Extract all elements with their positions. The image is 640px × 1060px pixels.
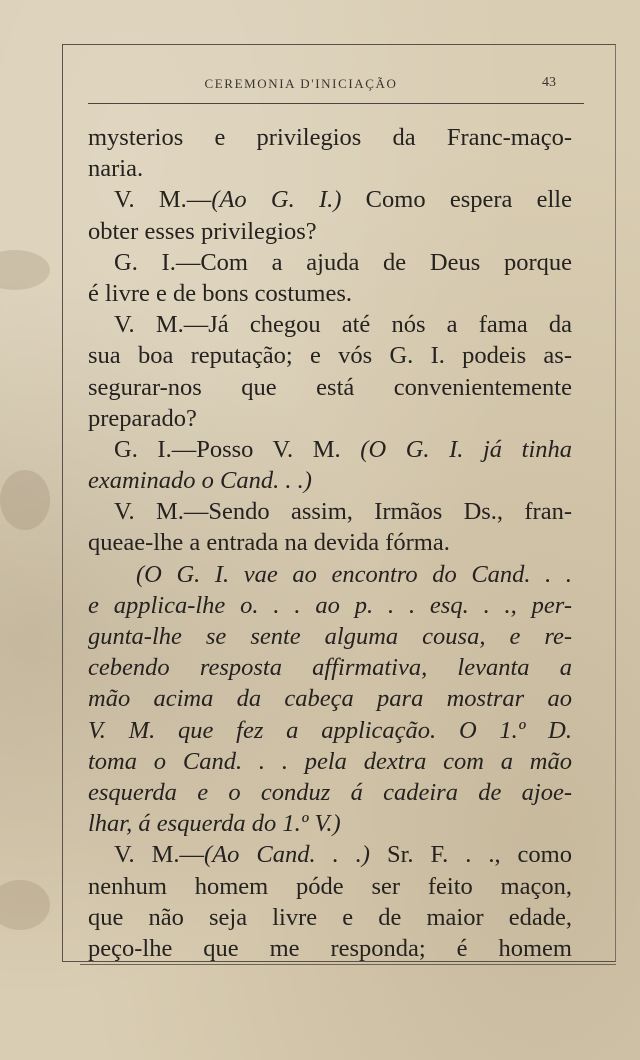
text-line: é livre e de bons costumes. (88, 279, 352, 307)
stage-direction: gunta-lhe se sente alguma cousa, e re- (88, 623, 572, 650)
text-line (88, 184, 572, 215)
text-line: naria. (88, 155, 144, 183)
text-run: V. M.— (114, 841, 205, 869)
text-line: segurar-nos que está convenientemente (88, 373, 572, 401)
stage-direction: esquerda e o conduz á cadeira de ajoe- (88, 778, 572, 806)
text-line: V. M.—Já chegou até nós a fama da (114, 311, 572, 339)
running-head (86, 72, 586, 96)
text-line: peço-lhe que me responda; é homem (88, 934, 572, 962)
paper-stain (0, 250, 50, 290)
text-line (88, 839, 572, 870)
text-line: obter esses privilegios? (88, 217, 317, 245)
text-run: G. I.—Posso V. M. (114, 435, 361, 463)
stage-direction: (O G. I. vae ao encontro do Cand. . . (136, 560, 572, 588)
text-line: nenhum homem póde ser feito maçon, (88, 872, 572, 900)
stage-direction: lhar, á esquerda do 1.º V.) (88, 810, 341, 838)
running-title: CEREMONIA D'INICIAÇÃO (204, 76, 398, 91)
stage-direction: (Ao Cand. . .) (204, 841, 370, 869)
text-line: sua boa reputação; e vós G. I. podeis as- (88, 342, 572, 370)
stage-direction: e applica-lhe o. . . ao p. . . esq. . ., per- (88, 591, 572, 619)
paper-stain (0, 470, 50, 530)
body-text (88, 122, 572, 964)
text-line: queae-lhe a entrada na devida fórma. (88, 529, 450, 557)
text-run: Sr. F. . ., como (369, 841, 572, 869)
stage-direction: toma o Cand. . . pela dextra com a mão (88, 747, 572, 775)
text-run: V. M.— (114, 186, 212, 214)
page-number: 43 (542, 75, 556, 90)
stage-direction: mão acima da cabeça para mostrar ao (88, 685, 572, 713)
header-rule (88, 103, 584, 104)
text-line: que não seja livre e de maior edade, (88, 903, 572, 931)
text-line: preparado? (88, 404, 197, 432)
stage-direction: (O G. I. já tinha (360, 435, 572, 463)
page-frame-outer-rule (80, 964, 616, 965)
paper-stain (0, 880, 50, 930)
text-line (88, 434, 572, 465)
text-line: mysterios e privilegios da Franc-maço- (88, 124, 572, 151)
stage-direction: cebendo resposta affirmativa, levanta a (88, 654, 572, 682)
stage-direction: V. M. que fez a applicação. O 1.º D. (88, 716, 572, 744)
stage-direction: examinado o Cand. . .) (88, 467, 312, 495)
text-line: G. I.—Com a ajuda de Deus porque (114, 248, 572, 276)
text-run: Como espera elle (341, 186, 572, 214)
stage-direction: (Ao G. I.) (211, 186, 342, 214)
text-line: V. M.—Sendo assim, Irmãos Ds., fran- (114, 498, 572, 526)
